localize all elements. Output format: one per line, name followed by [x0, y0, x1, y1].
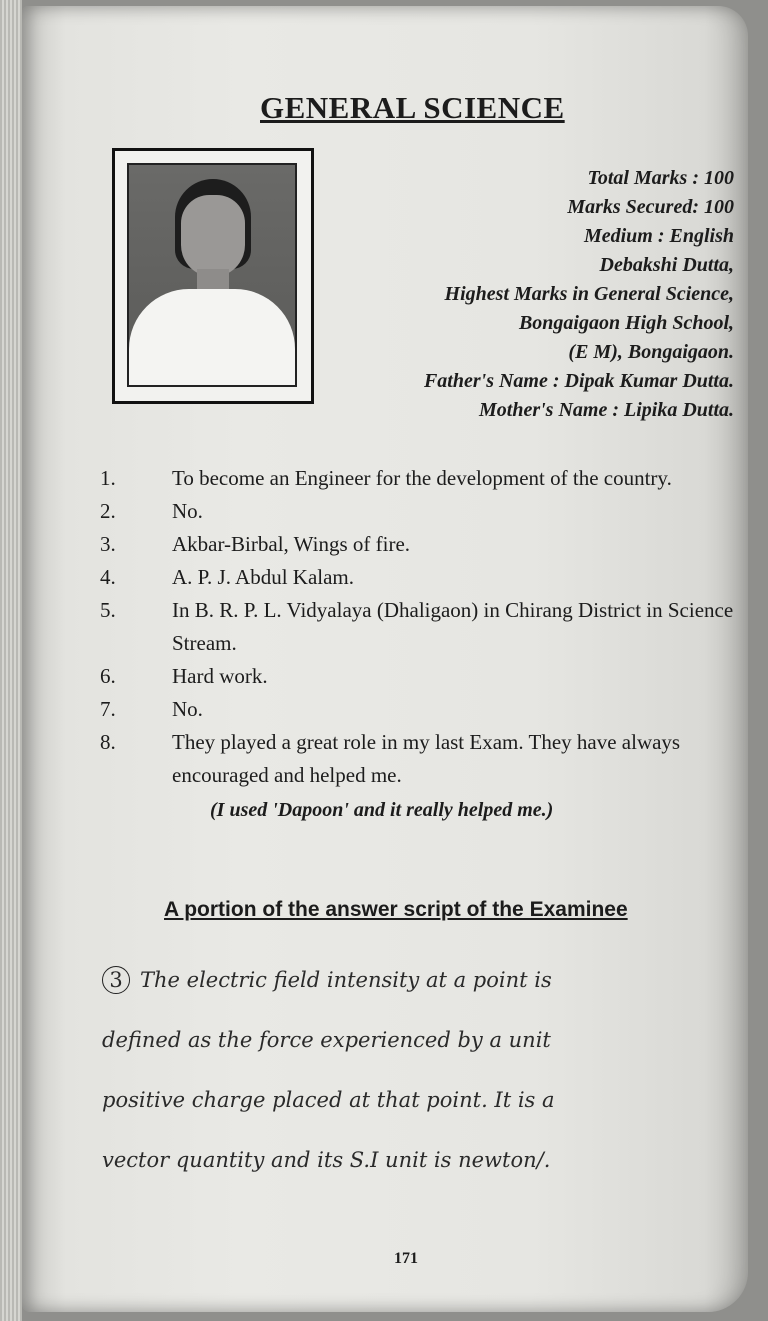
list-item — [100, 660, 740, 693]
answer-text: They played a great role in my last Exam. They have always encouraged and helped me. — [172, 730, 681, 787]
answer-number: 1. — [100, 466, 116, 490]
school-name: Bongaigaon High School, — [518, 312, 734, 334]
achievement: Highest Marks in General Science, — [444, 283, 734, 305]
photo-shirt-shape — [129, 289, 295, 387]
list-item — [100, 693, 740, 726]
list-item — [100, 495, 740, 528]
father-name: Father's Name : Dipak Kumar Dutta. — [423, 370, 734, 392]
student-name: Debakshi Dutta, — [599, 254, 734, 276]
handwritten-line — [102, 950, 748, 1010]
book-page — [22, 6, 748, 1312]
answer-text: Hard work. — [172, 664, 268, 688]
list-item — [100, 594, 740, 660]
question-number-circle: 3 — [102, 966, 130, 994]
answer-text: No. — [172, 697, 203, 721]
student-photo-frame — [112, 148, 314, 404]
photo-face-shape — [181, 195, 245, 277]
student-photo — [127, 163, 297, 387]
school-location: (E M), Bongaigaon. — [568, 341, 734, 363]
answer-number: 6. — [100, 664, 116, 688]
total-marks: Total Marks : 100 — [587, 167, 734, 189]
book-page-edges — [0, 0, 22, 1321]
answer-number: 3. — [100, 532, 116, 556]
list-item — [100, 462, 740, 495]
list-item — [100, 561, 740, 594]
answer-list — [100, 462, 740, 827]
handwritten-line: vector quantity and its S.I unit is newton/. — [102, 1148, 551, 1172]
list-item — [100, 528, 740, 561]
page-title: GENERAL SCIENCE — [260, 90, 565, 125]
handwritten-answer — [102, 950, 748, 1190]
medium: Medium : English — [583, 225, 734, 247]
answer-number: 5. — [100, 598, 116, 622]
page-number: 171 — [394, 1250, 418, 1267]
answer-number: 8. — [100, 730, 116, 754]
answer-text: To become an Engineer for the development of the country. — [172, 466, 672, 490]
handwritten-line: positive charge placed at that point. It is a — [102, 1088, 555, 1112]
mother-name: Mother's Name : Lipika Dutta. — [478, 399, 734, 421]
marks-secured: Marks Secured: 100 — [567, 196, 734, 218]
handwritten-line: defined as the force experienced by a unit — [102, 1028, 551, 1052]
answer-number: 7. — [100, 697, 116, 721]
answer-script-heading: A portion of the answer script of the Examinee — [164, 898, 628, 921]
list-item — [100, 726, 740, 792]
answer-text: In B. R. P. L. Vidyalaya (Dhaligaon) in Chirang District in Science Stream. — [172, 598, 734, 655]
answer-text: No. — [172, 499, 203, 523]
student-details — [314, 164, 734, 425]
answer-number: 4. — [100, 565, 116, 589]
dapoon-note: (I used 'Dapoon' and it really helped me.) — [210, 799, 554, 821]
answer-text: A. P. J. Abdul Kalam. — [172, 565, 355, 589]
answer-text: Akbar-Birbal, Wings of fire. — [172, 532, 411, 556]
handwritten-text: The electric field intensity at a point is — [140, 968, 552, 992]
answer-number: 2. — [100, 499, 116, 523]
